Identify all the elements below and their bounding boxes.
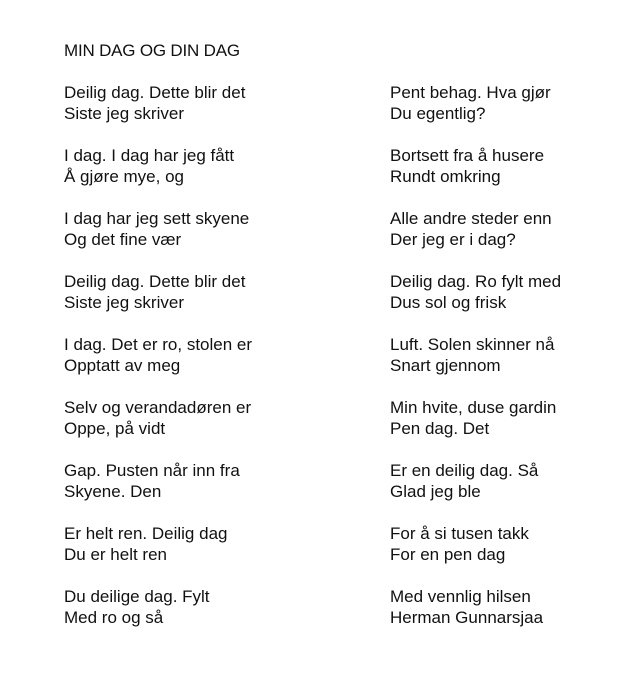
verse-line: Deilig dag. Dette blir det (64, 83, 246, 102)
stanza (64, 586, 252, 649)
stanza (390, 271, 561, 334)
verse-line: Selv og verandadøren er (64, 398, 252, 417)
stanza (390, 460, 561, 523)
verse-line: I dag har jeg sett skyene (64, 209, 250, 228)
verse-line: Dus sol og frisk (390, 293, 507, 312)
stanza (64, 271, 252, 334)
verse-line: Med vennlig hilsen (390, 587, 531, 606)
left-column (64, 82, 252, 649)
stanza (64, 334, 252, 397)
verse-line: Siste jeg skriver (64, 293, 184, 312)
stanza (390, 334, 561, 397)
verse-line: Rundt omkring (390, 167, 501, 186)
stanza (64, 208, 252, 271)
stanza (390, 586, 561, 649)
verse-line: I dag. Det er ro, stolen er (64, 335, 253, 354)
verse-line: Pen dag. Det (390, 419, 490, 438)
verse-line: Siste jeg skriver (64, 104, 184, 123)
verse-line: Der jeg er i dag? (390, 230, 516, 249)
right-column (390, 82, 561, 649)
verse-line: Glad jeg ble (390, 482, 481, 501)
verse-line: Oppe, på vidt (64, 419, 166, 438)
stanza (64, 523, 252, 586)
verse-line: Du er helt ren (64, 545, 167, 564)
stanza (390, 523, 561, 586)
stanza (64, 397, 252, 460)
stanza (390, 145, 561, 208)
verse-line: Og det fine vær (64, 230, 182, 249)
stanza (390, 82, 561, 145)
verse-line: Deilig dag. Ro fylt med (390, 272, 562, 291)
verse-line: Min hvite, duse gardin (390, 398, 557, 417)
verse-line: Opptatt av meg (64, 356, 181, 375)
verse-line: Herman Gunnarsjaa (390, 608, 544, 627)
verse-line: Du egentlig? (390, 104, 486, 123)
stanza (64, 460, 252, 523)
verse-line: For en pen dag (390, 545, 506, 564)
stanza (64, 82, 252, 145)
verse-line: Skyene. Den (64, 482, 162, 501)
verse-line: I dag. I dag har jeg fått (64, 146, 235, 165)
verse-line: Snart gjennom (390, 356, 501, 375)
verse-line: Alle andre steder enn (390, 209, 552, 228)
verse-line: Å gjøre mye, og (64, 167, 184, 186)
verse-line: Pent behag. Hva gjør (390, 83, 551, 102)
verse-line: For å si tusen takk (390, 524, 529, 543)
stanza (390, 208, 561, 271)
verse-line: Med ro og så (64, 608, 164, 627)
verse-line: Bortsett fra å husere (390, 146, 545, 165)
verse-line: Er en deilig dag. Så (390, 461, 539, 480)
verse-line: Du deilige dag. Fylt (64, 587, 210, 606)
verse-line: Luft. Solen skinner nå (390, 335, 555, 354)
verse-line: Er helt ren. Deilig dag (64, 524, 228, 543)
poem-title: MIN DAG OG DIN DAG (64, 41, 240, 60)
stanza (390, 397, 561, 460)
stanza (64, 145, 252, 208)
verse-line: Gap. Pusten når inn fra (64, 461, 240, 480)
verse-line: Deilig dag. Dette blir det (64, 272, 246, 291)
